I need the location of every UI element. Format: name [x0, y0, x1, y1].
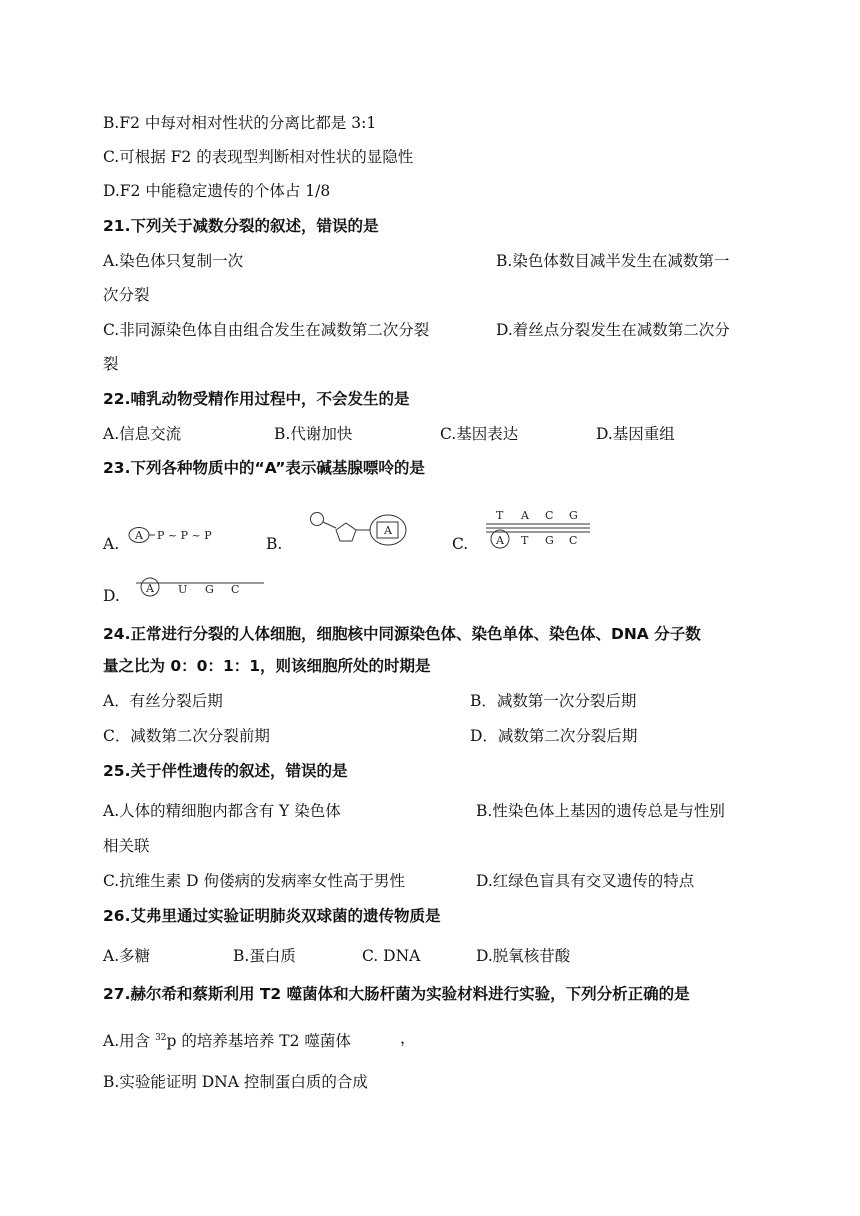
q21-option-b-continued: 次分裂 — [103, 286, 150, 304]
sugar-pentagon — [336, 523, 356, 541]
q23-option-b-label: B. — [266, 535, 283, 553]
q24-option-a: A．有丝分裂后期 — [103, 692, 223, 710]
q25-stem: 25.关于伴性遗传的叙述，错误的是 — [103, 762, 348, 780]
fig-c-bottom-1: A — [496, 534, 504, 547]
q21-option-d-continued: 裂 — [103, 355, 119, 373]
fig-d-letter-3: G — [205, 583, 214, 596]
q23-option-d-label: D. — [103, 587, 120, 605]
q27-option-a — [103, 1028, 351, 1051]
fig-b-box-letter: A — [384, 524, 392, 537]
q23-figure-b-nucleotide — [305, 508, 417, 550]
q26-option-b: B.蛋白质 — [233, 947, 296, 965]
fig-d-letter-2: U — [178, 583, 188, 596]
q20-option-c: C.可根据 F2 的表现型判断相对性状的显隐性 — [103, 148, 414, 166]
q26-option-d: D.脱氧核苷酸 — [476, 947, 571, 965]
q25-option-d: D.红绿色盲具有交叉遗传的特点 — [476, 872, 695, 890]
q24-stem-line-1: 24.正常进行分裂的人体细胞，细胞核中同源染色体、染色单体、染色体、DNA 分子数 — [103, 625, 701, 643]
fig-c-top-3: C — [545, 509, 554, 522]
q21-stem: 21.下列关于减数分裂的叙述，错误的是 — [103, 217, 379, 235]
q20-option-b: B.F2 中每对相对性状的分离比都是 3:1 — [103, 114, 377, 132]
q21-option-d: D.着丝点分裂发生在减数第二次分 — [496, 321, 730, 339]
q23-figure-d-rna — [130, 572, 266, 600]
q26-option-c: C. DNA — [362, 947, 421, 965]
q22-option-d: D.基因重组 — [596, 425, 675, 443]
q22-option-c: C.基因表达 — [440, 425, 519, 443]
q24-option-c: C．减数第二次分裂前期 — [103, 727, 270, 745]
q21-option-a: A.染色体只复制一次 — [103, 252, 244, 270]
fig-c-top-1: T — [496, 509, 504, 522]
fig-a-circle-letter: A — [135, 529, 143, 542]
fig-d-letter-1: A — [146, 582, 154, 595]
q24-option-d: D．减数第二次分裂后期 — [470, 727, 638, 745]
fig-c-top-2: A — [521, 509, 529, 522]
q22-stem: 22.哺乳动物受精作用过程中，不会发生的是 — [103, 390, 410, 408]
q23-option-a-label: A. — [103, 535, 120, 553]
q26-stem: 26.艾弗里通过实验证明肺炎双球菌的遗传物质是 — [103, 907, 441, 925]
q20-option-d: D.F2 中能稳定遗传的个体占 1/8 — [103, 182, 331, 200]
q22-option-b: B.代谢加快 — [274, 425, 353, 443]
fig-c-bottom-3: G — [545, 534, 554, 547]
q25-option-b: B.性染色体上基因的遗传总是与性别 — [476, 802, 725, 820]
q27-option-a-prefix: A.用含 — [103, 1032, 156, 1050]
fig-d-letter-4: C — [231, 583, 240, 596]
q21-option-c: C.非同源染色体自由组合发生在减数第二次分裂 — [103, 321, 430, 339]
q24-stem-line-2: 量之比为 0：0：1：1，则该细胞所处的时期是 — [103, 657, 431, 675]
fig-a-phosphates: P ~ P ~ P — [157, 529, 212, 542]
q25-option-b-continued: 相关联 — [103, 837, 150, 855]
q25-option-a: A.人体的精细胞内都含有 Y 染色体 — [103, 802, 341, 820]
fig-c-bottom-2: T — [521, 534, 529, 547]
q26-option-a: A.多糖 — [103, 947, 151, 965]
q23-stem: 23.下列各种物质中的“A”表示碱基腺嘌呤的是 — [103, 459, 425, 477]
q27-option-b: B.实验能证明 DNA 控制蛋白质的合成 — [103, 1073, 368, 1091]
q21-option-b: B.染色体数目减半发生在减数第一 — [496, 252, 730, 270]
phosphate-circle — [311, 513, 324, 526]
q25-option-c: C.抗维生素 D 佝偻病的发病率女性高于男性 — [103, 872, 406, 890]
q23-option-c-label: C. — [452, 535, 469, 553]
fig-c-bottom-4: C — [569, 534, 578, 547]
q24-option-b: B．减数第一次分裂后期 — [470, 692, 637, 710]
fig-c-top-4: G — [569, 509, 578, 522]
q27-option-a-superscript: 32 — [155, 1033, 167, 1043]
q22-option-a: A.信息交流 — [103, 425, 182, 443]
q27-stem: 27.赫尔希和蔡斯利用 T2 噬菌体和大肠杆菌为实验材料进行实验，下列分析正确的是 — [103, 985, 690, 1003]
q23-figure-c-dna — [480, 506, 592, 552]
q27-option-a-comma: ， — [400, 1029, 416, 1047]
q23-figure-a-atp — [127, 522, 227, 548]
q27-option-a-text: p 的培养基培养 T2 噬菌体 — [166, 1032, 351, 1050]
